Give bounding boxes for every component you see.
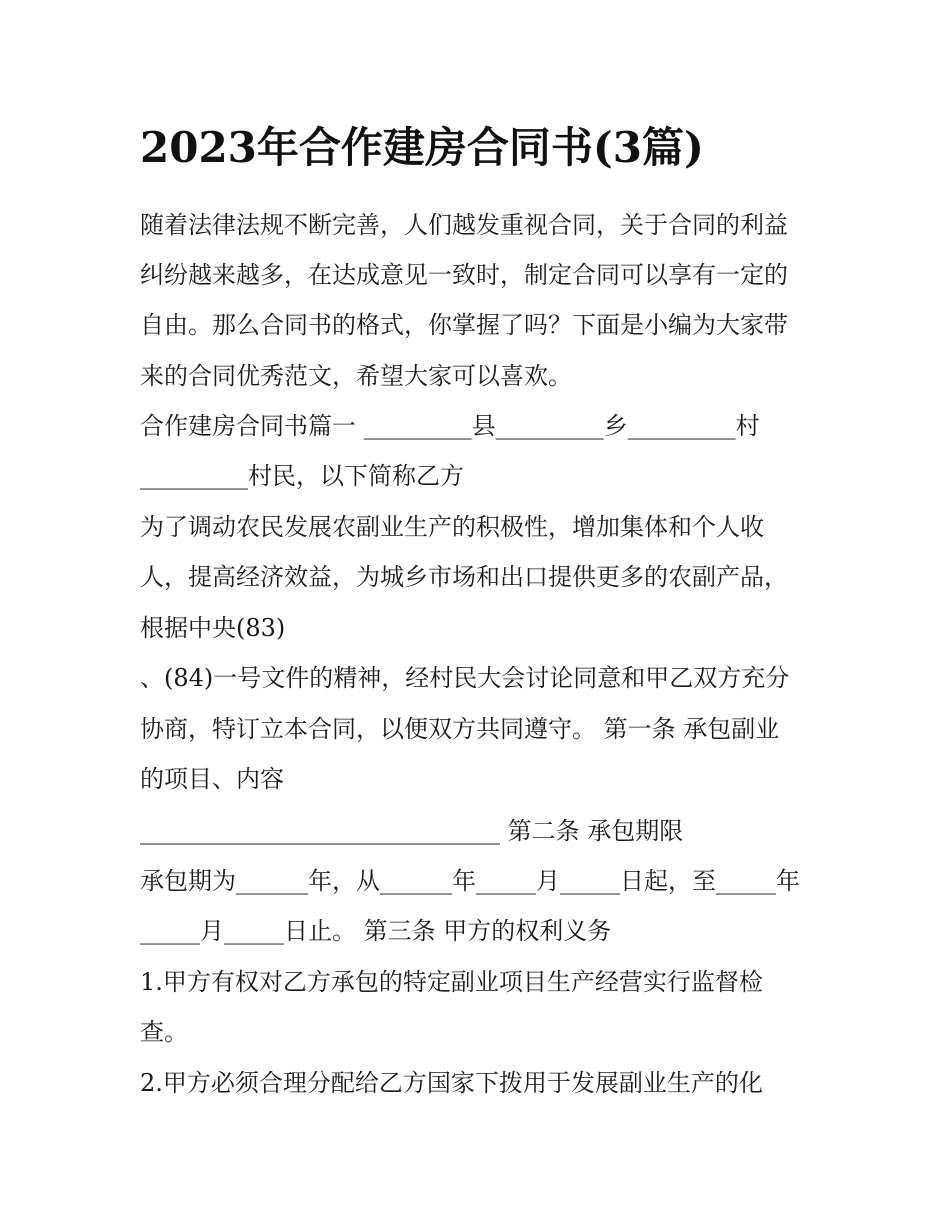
body-line: 承包期为______年，从______年_____月_____日起，至_____年 <box>140 867 800 895</box>
body-line: 查。 <box>140 1018 188 1046</box>
body-line: 的项目、内容 <box>140 765 284 793</box>
body-line: 来的合同优秀范文，希望大家可以喜欢。 <box>140 362 572 390</box>
body-line: 为了调动农民发展农副业生产的积极性，增加集体和个人收 <box>140 513 764 541</box>
body-line: 人，提高经济效益，为城乡市场和出口提供更多的农副产品， <box>140 563 788 591</box>
body-line: 2.甲方必须合理分配给乙方国家下拨用于发展副业生产的化 <box>140 1069 763 1097</box>
body-line: 合作建房合同书篇一 _________县_________乡_________村 <box>140 412 760 440</box>
body-line: 纠纷越来越多，在达成意见一致时，制定合同可以享有一定的 <box>140 261 788 289</box>
document-title: 2023年合作建房合同书(3篇) <box>140 123 704 172</box>
body-line: 根据中央(83) <box>140 614 286 642</box>
body-line: 协商，特订立本合同，以便双方共同遵守。 第一条 承包副业 <box>140 715 780 743</box>
body-line: 自由。那么合同书的格式，你掌握了吗？下面是小编为大家带 <box>140 311 788 339</box>
body-line: 随着法律法规不断完善，人们越发重视合同，关于合同的利益 <box>140 211 788 239</box>
body-line: 1.甲方有权对乙方承包的特定副业项目生产经营实行监督检 <box>140 968 763 996</box>
body-line: 、(84)一号文件的精神，经村民大会讨论同意和甲乙双方充分 <box>140 664 790 692</box>
body-line: _________村民，以下简称乙方 <box>140 462 464 490</box>
body-line: _____月_____日止。 第三条 甲方的权利义务 <box>140 917 612 945</box>
body-line: ______________________________ 第二条 承包期限 <box>140 817 684 845</box>
